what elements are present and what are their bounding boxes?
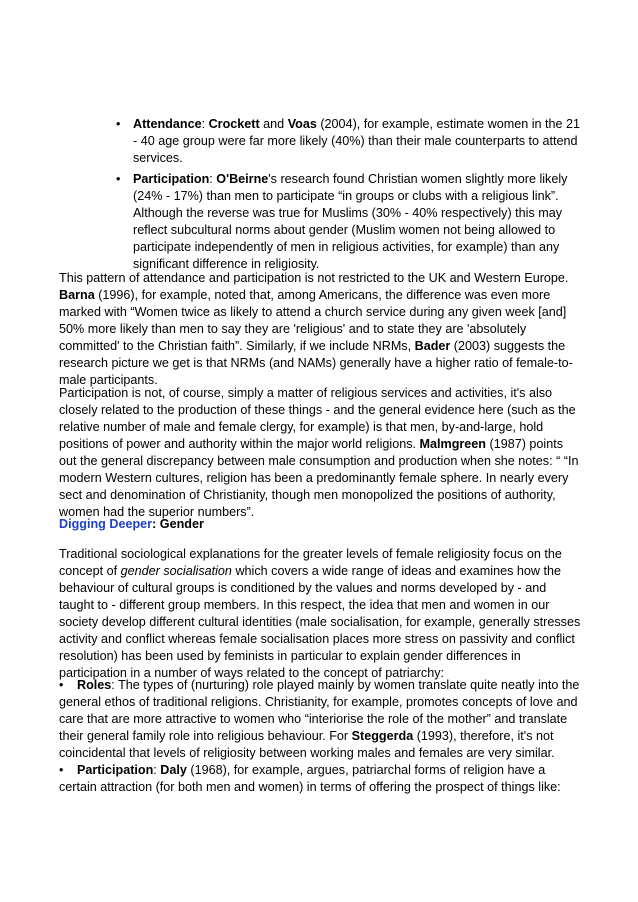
author-name: O'Beirne	[216, 172, 269, 186]
author-name: Voas	[287, 117, 317, 131]
bullet-dot: •	[59, 763, 64, 777]
emphasis-term: gender socialisation	[120, 564, 232, 578]
bullet-label: Attendance	[133, 117, 202, 131]
bullet-participation	[116, 171, 586, 273]
author-name: Steggerda	[351, 729, 414, 743]
author-name: Malmgreen	[419, 437, 487, 451]
section-heading: Digging Deeper: Gender	[59, 517, 204, 531]
paragraph-gender-socialisation: Traditional sociological explanations for the greater levels of female religiosity focus on the concept of gender socialisation which covers a wide range of ideas and examines how the behaviour of cultural groups is conditioned by the values and norms developed by - and taught to - different group members. In this respect, the idea that men and women in our society develop different cultural identities (male socialisation, for example, generally stresses activity and conflict whereas female socialisation places more stress on passivity and conflict resolution) has been used by feminists in particular to explain gender differences in participation in a number of ways related to the concept of patriarchy:	[59, 547, 581, 680]
bullet-dot: •	[116, 172, 121, 186]
paragraph-participation: Participation is not, of course, simply a matter of religious services and activities, it's also closely related to the production of these things - and the general evidence here (such as the relative number of male and female clergy, for example) is that men, by-and-large, hold positions of power and authority within the major world religions. Malmgreen (1987) points out the general discrepancy between male consumption and production when she notes: “ “In modern Western cultures, religion has been a predominantly female sphere. In nearly every sect and denomination of Christianity, though men monopolized the positions of authority, women had the superior numbers”.	[59, 386, 579, 519]
bullet-attendance	[116, 116, 586, 167]
heading-highlight: Digging Deeper	[59, 517, 153, 531]
bullet-label: Participation	[133, 172, 210, 186]
bullet-label: Roles	[77, 678, 112, 692]
bullet-dot: •	[59, 678, 64, 692]
author-name: Barna	[59, 288, 95, 302]
heading-topic: Gender	[159, 517, 204, 531]
author-name: Daly	[160, 763, 187, 777]
bullet-participation-daly: • Participation: Daly (1968), for example, argues, patriarchal forms of religion have a certain attraction (for both men and women) in terms of offering the prospect of things like:	[59, 763, 561, 794]
author-name: Crockett	[208, 117, 260, 131]
bullet-roles: • Roles: The types of (nurturing) role played mainly by women translate quite neatly into the general ethos of traditional religions. Christianity, for example, promotes concepts of love and care that are more attractive to women who “interiorise the role of the mother” and translate their general family role into religious behaviour. For Steggerda (1993), therefore, it's not coincidental that levels of religiosity between working males and females are very similar.	[59, 678, 580, 760]
author-name: Bader	[414, 339, 451, 353]
paragraph-attendance-pattern: This pattern of attendance and participation is not restricted to the UK and Western Europe. Barna (1996), for example, noted that, among Americans, the difference was even more marked with “Women twice as likely to attend a church service during any given week [and] 50% more likely than men to say they are 'religious' and to state they are 'absolutely committed' to the Christian faith”. Similarly, if we include NRMs, Bader (2003) suggests the research picture we get is that NRMs (and NAMs) generally have a higher ratio of female-to-male participants.	[59, 271, 573, 387]
bullet-dot: •	[116, 117, 121, 131]
bullet-text: Attendance: Crockett and Voas (2004), for example, estimate women in the 21 - 40 age group were far more likely (40%) than their male counterparts to attend services.	[133, 117, 581, 165]
bullet-label: Participation	[77, 763, 154, 777]
bullet-text: Participation: O'Beirne's research found Christian women slightly more likely (24% - 17%) than men to participate “in groups or clubs with a religious link”. Although the reverse was true for Muslims (30% - 40% respectively) this may reflect subcultural norms about gender (Muslim women not being allowed to participate independently of men in religious activities, for example) than any significant difference in religiosity.	[133, 172, 568, 271]
